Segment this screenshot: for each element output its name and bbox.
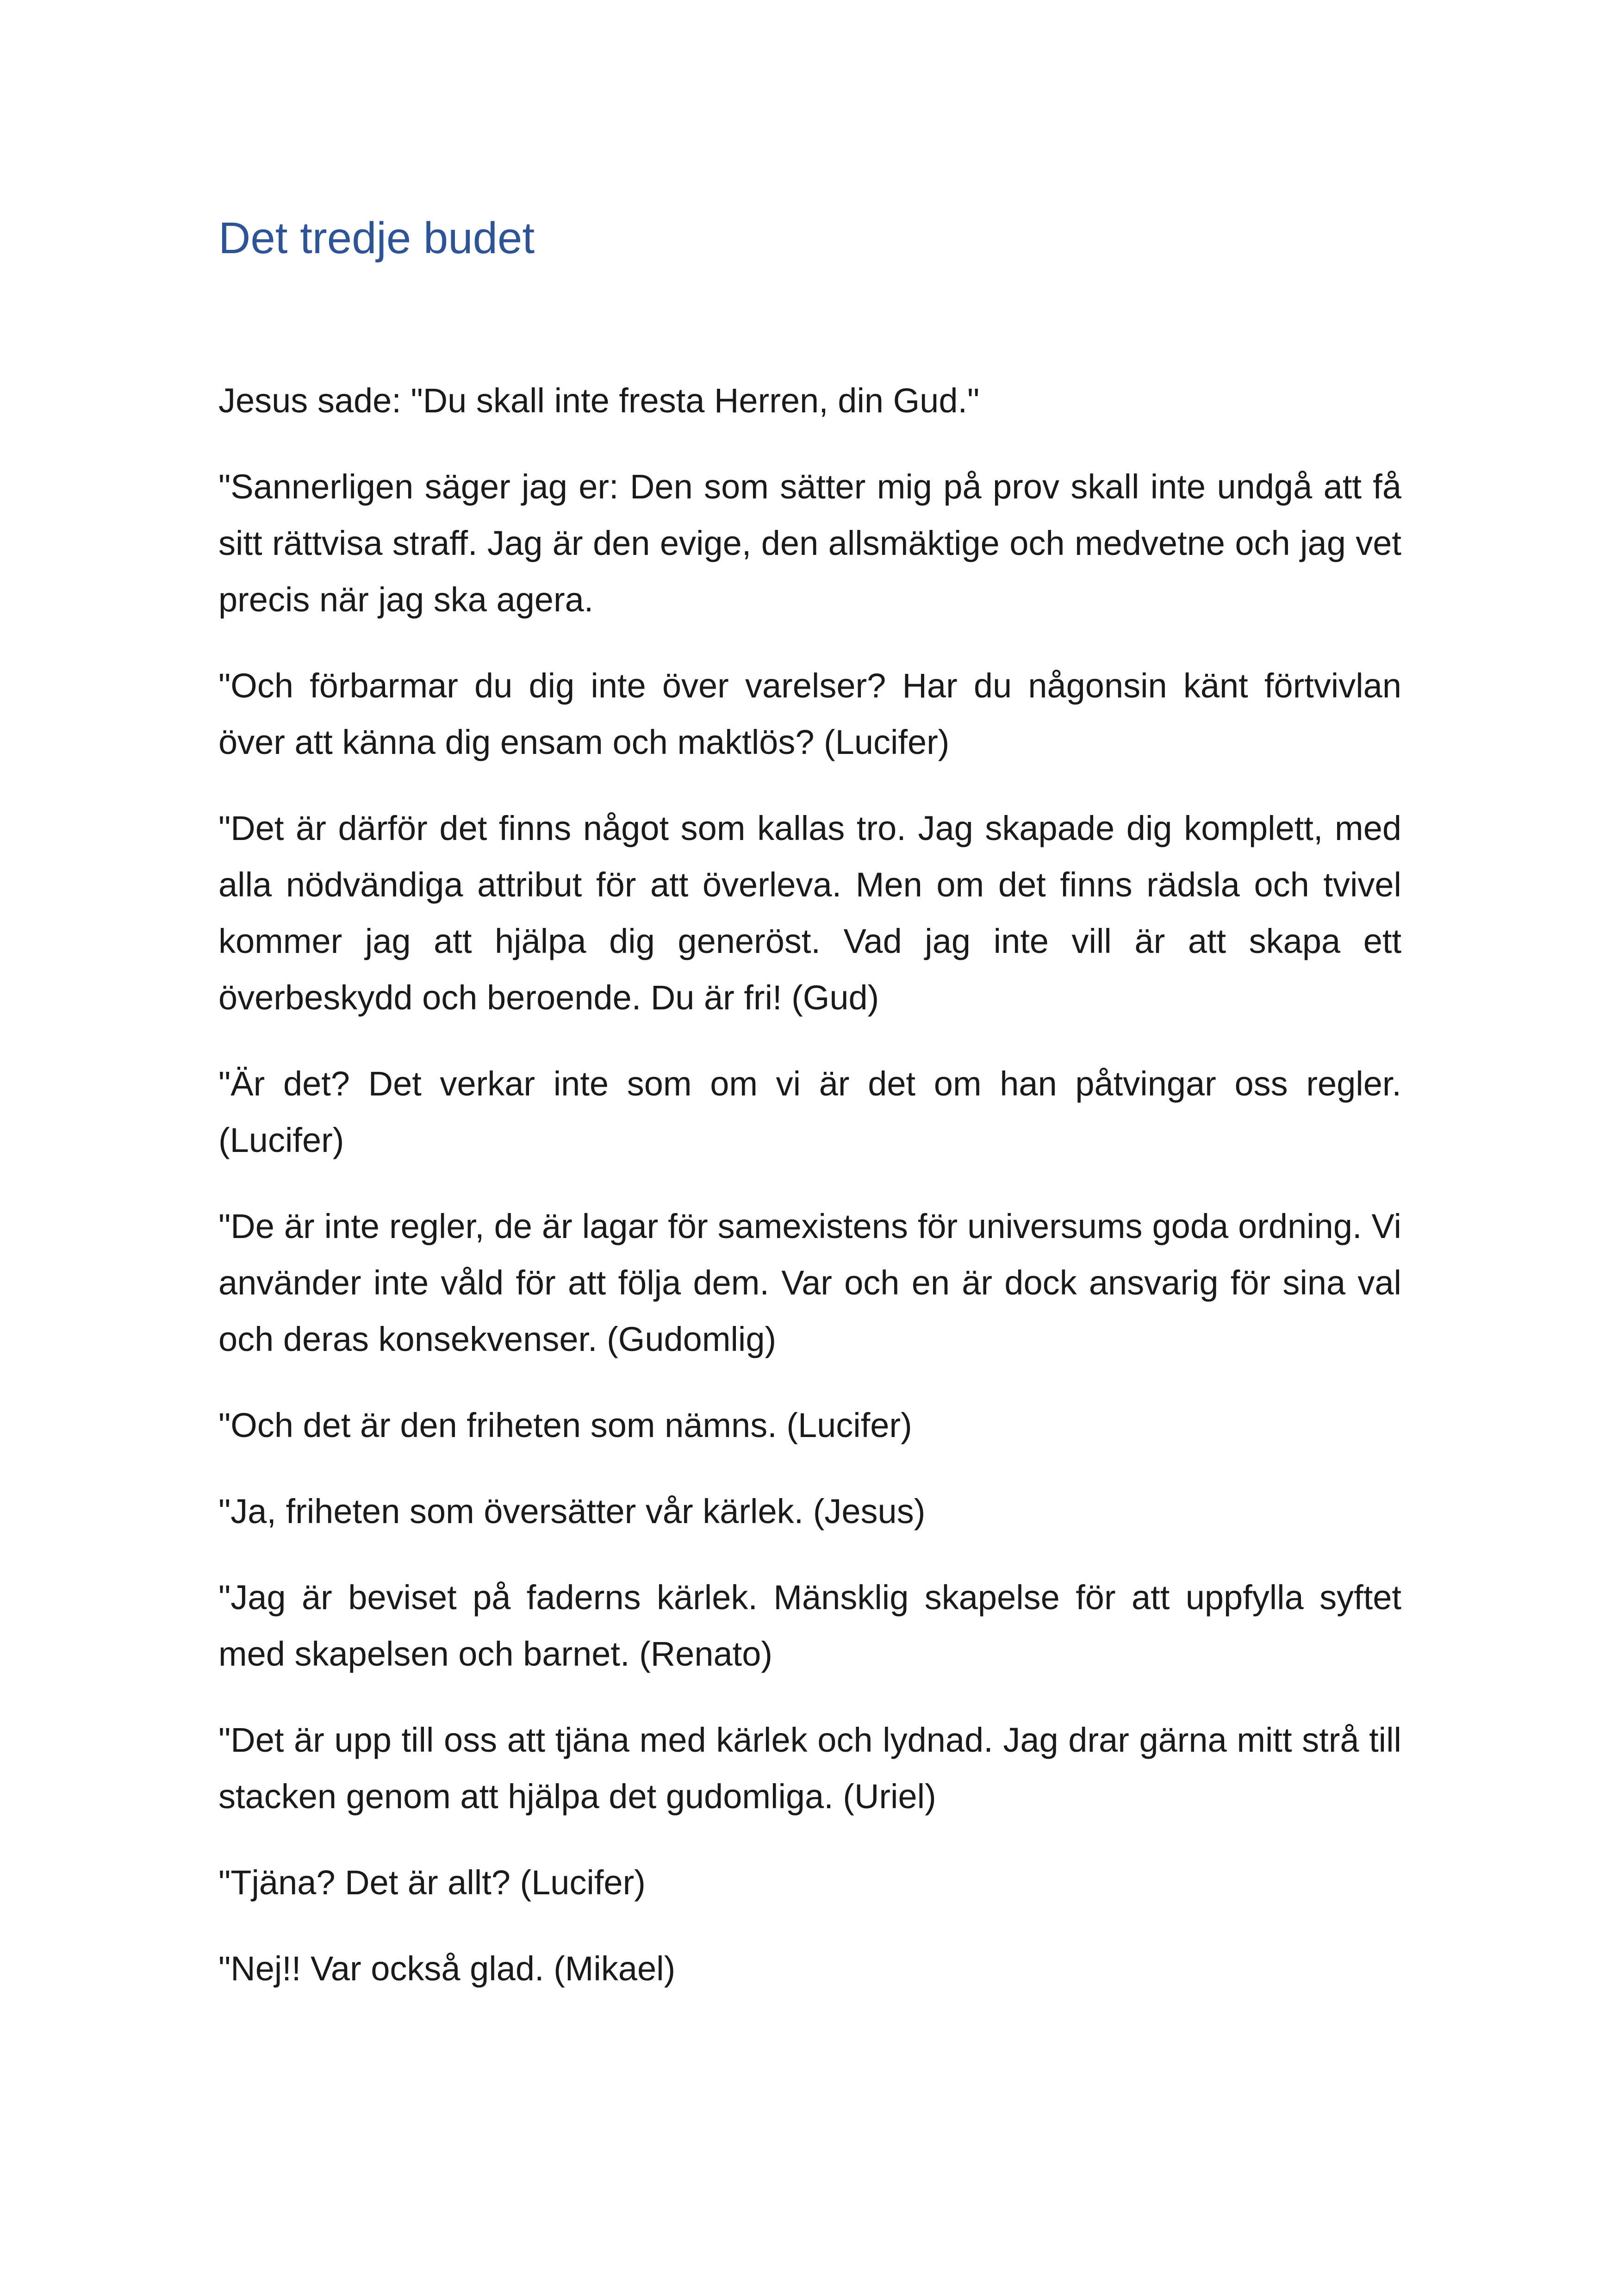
paragraph-6: "De är inte regler, de är lagar för samexistens för universums goda ordning. Vi använder inte våld för att följa dem. Var och en är dock ansvarig för sina val och deras konsekvenser. (Gudomlig) <box>218 1207 1401 1359</box>
paragraph-9: "Jag är beviset på faderns kärlek. Mänsklig skapelse för att uppfylla syftet med skapelsen och barnet. (Renato) <box>218 1578 1401 1674</box>
paragraph-5: "Är det? Det verkar inte som om vi är det om han påtvingar oss regler. (Lucifer) <box>218 1064 1401 1160</box>
document-body <box>218 213 1401 2027</box>
paragraph-4: "Det är därför det finns något som kallas tro. Jag skapade dig komplett, med alla nödvändiga attribut för att överleva. Men om det finns rädsla och tvivel kommer jag att hjälpa dig generöst. Vad jag inte vill är att skapa ett överbeskydd och beroende. Du är fri! (Gud) <box>218 809 1401 1017</box>
paragraph-3: "Och förbarmar du dig inte över varelser? Har du någonsin känt förtvivlan över att känna dig ensam och maktlös? (Lucifer) <box>218 666 1401 762</box>
paragraph-2: "Sannerligen säger jag er: Den som sätter mig på prov skall inte undgå att få sitt rättvisa straff. Jag är den evige, den allsmäktige och medvetne och jag vet precis när jag ska agera. <box>218 467 1401 619</box>
paragraph-7: "Och det är den friheten som nämns. (Lucifer) <box>218 1406 912 1445</box>
paragraph-11: "Tjäna? Det är allt? (Lucifer) <box>218 1863 646 1902</box>
paragraph-10: "Det är upp till oss att tjäna med kärlek och lydnad. Jag drar gärna mitt strå till stacken genom att hjälpa det gudomliga. (Uriel) <box>218 1721 1401 1816</box>
document-title: Det tredje budet <box>218 213 535 263</box>
paragraph-8: "Ja, friheten som översätter vår kärlek. (Jesus) <box>218 1492 926 1531</box>
paragraph-1: Jesus sade: "Du skall inte fresta Herren, din Gud." <box>218 381 980 420</box>
paragraph-12: "Nej!! Var också glad. (Mikael) <box>218 1949 676 1988</box>
